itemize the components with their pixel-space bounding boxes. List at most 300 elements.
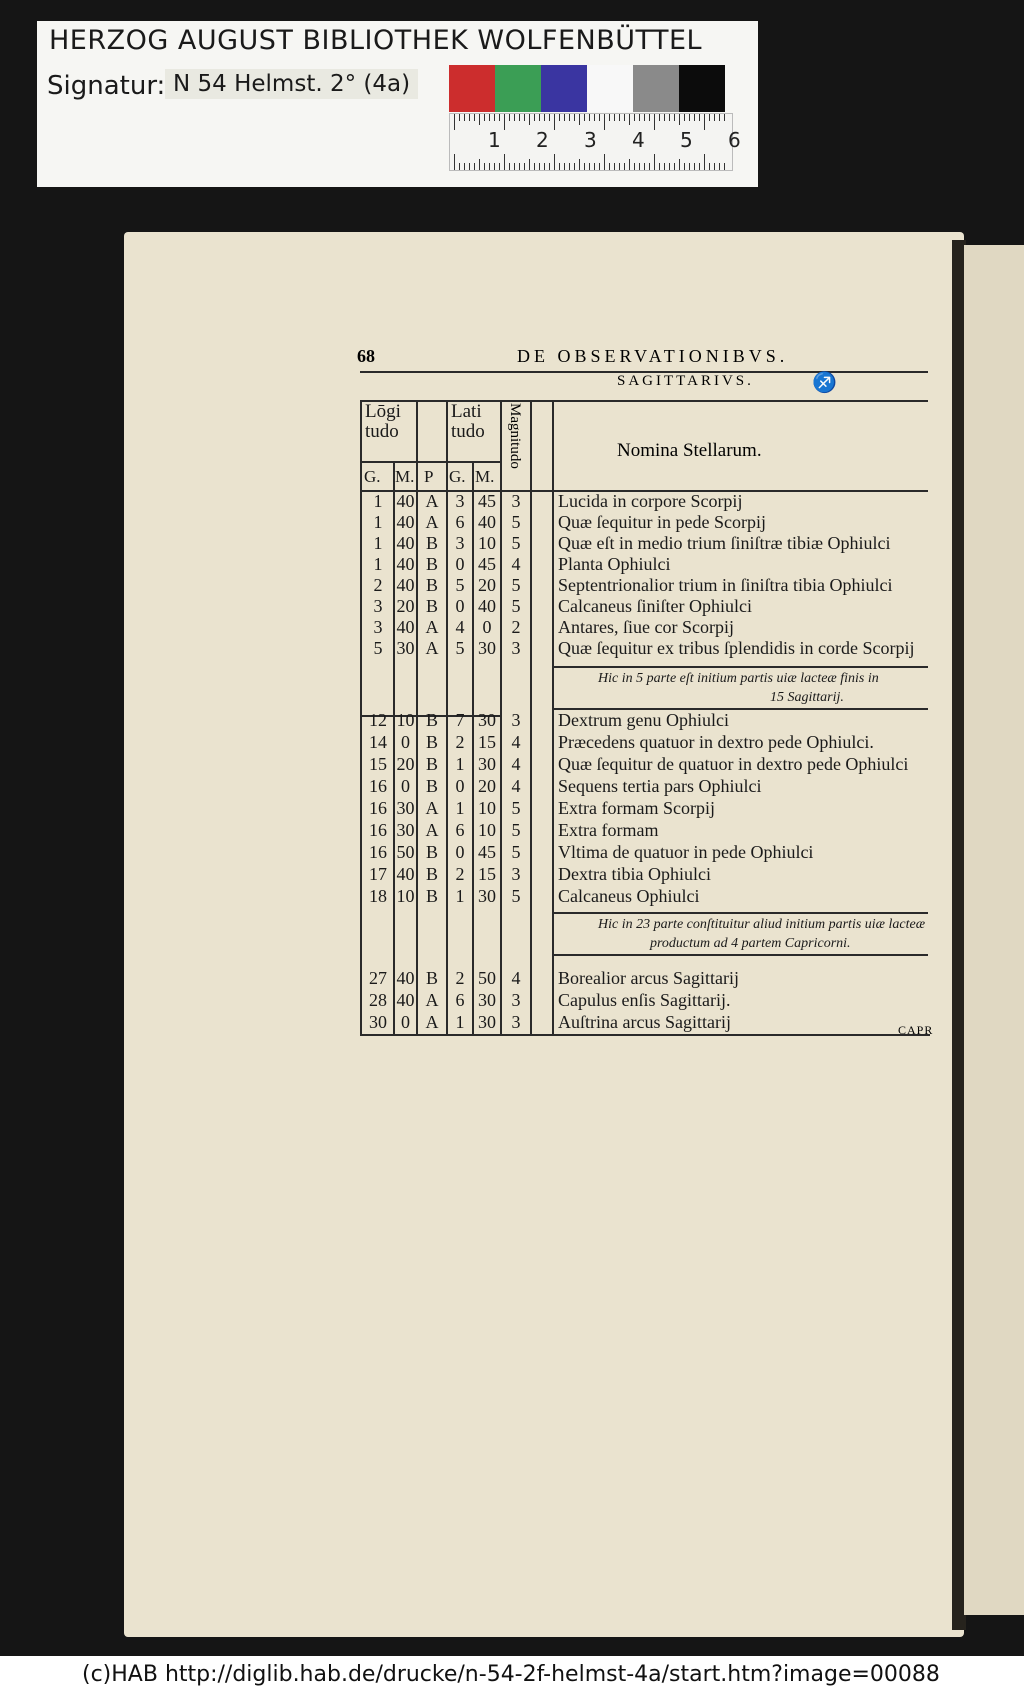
table-cell-p: B — [425, 710, 438, 730]
star-name: Calcaneus ſiniſter Ophiulci — [558, 596, 752, 616]
ruler-number: 6 — [728, 128, 741, 152]
color-swatch — [541, 65, 587, 112]
star-name: Sequens tertia pars Ophiulci — [558, 776, 762, 796]
color-swatch — [587, 65, 633, 112]
ruler-tick — [564, 163, 565, 170]
ruler-tick — [499, 114, 500, 121]
ruler-tick — [669, 163, 670, 170]
table-cell-lm: 20 — [478, 575, 496, 595]
table-cell-m: 40 — [396, 990, 415, 1010]
ruler-tick — [554, 154, 555, 170]
table-cell-lg: 2 — [455, 968, 465, 988]
table-cell-p: B — [425, 575, 438, 595]
table-cell-lg: 1 — [455, 754, 465, 774]
latitudo-header — [451, 402, 485, 442]
book-page-right-edge — [964, 245, 1024, 1615]
table-cell-p: B — [425, 596, 438, 616]
table-cell-g: 1 — [373, 554, 383, 574]
table-cell-m: 40 — [396, 512, 415, 532]
table-cell-mag: 5 — [511, 596, 521, 616]
star-name: Auſtrina arcus Sagittarij — [558, 1012, 731, 1032]
table-cell-p: A — [425, 798, 439, 818]
table-cell-g: 28 — [369, 990, 387, 1010]
star-name: Quæ eſt in medio trium ſiniſtræ tibiæ Ophiulci — [558, 533, 891, 553]
ruler-tick — [659, 163, 660, 170]
table-cell-mag: 5 — [511, 512, 521, 532]
ruler-tick — [539, 163, 540, 170]
ruler-tick — [674, 114, 675, 121]
ruler-tick — [569, 114, 570, 121]
ruler-tick — [594, 114, 595, 121]
ruler-tick — [634, 163, 635, 170]
ruler-tick — [574, 163, 575, 170]
folio-number: 68 — [357, 346, 375, 366]
ruler-tick — [519, 163, 520, 170]
table-bottom-rule — [360, 1034, 930, 1036]
ruler-tick — [454, 154, 455, 170]
table-cell-lg: 4 — [455, 617, 465, 637]
table-cell-lg: 0 — [455, 596, 465, 616]
table-cell-lg: 7 — [455, 710, 465, 730]
table-cell-g: 27 — [369, 968, 387, 988]
ruler-tick — [674, 163, 675, 170]
table-cell-mag: 3 — [511, 864, 521, 884]
table-cell-g: 2 — [373, 575, 383, 595]
sagittarius-symbol-icon: ♐ — [812, 372, 837, 394]
ruler-tick — [539, 114, 540, 121]
note-rule — [552, 666, 928, 668]
table-cell-p: B — [425, 554, 438, 574]
section-title: SAGITTARIVS. — [617, 373, 754, 389]
ruler-tick — [529, 114, 530, 125]
ruler-tick — [554, 114, 555, 130]
table-cell-lg: 0 — [455, 554, 465, 574]
ruler-tick — [564, 114, 565, 121]
ruler-tick — [714, 163, 715, 170]
table-cell-lg: 1 — [455, 886, 465, 906]
table-cell-m: 0 — [401, 776, 410, 796]
table-cell-p: A — [425, 491, 439, 511]
star-name: Dextrum genu Ophiulci — [558, 710, 729, 730]
table-cell-m: 10 — [396, 710, 415, 730]
star-name: Præcedens quatuor in dextro pede Ophiulci. — [558, 732, 874, 752]
table-cell-g: 3 — [373, 617, 383, 637]
ruler-tick — [679, 114, 680, 125]
table-cell-lm: 30 — [478, 754, 496, 774]
table-cell-lg: 6 — [455, 820, 465, 840]
ruler-number: 3 — [584, 128, 597, 152]
table-cell-mag: 3 — [511, 710, 521, 730]
ruler-tick — [484, 114, 485, 121]
milky-way-note-2-line2: productum ad 4 partem Capricorni. — [650, 936, 851, 951]
column-divider — [530, 400, 532, 1036]
table-cell-lg: 6 — [455, 990, 465, 1010]
ruler-tick — [514, 114, 515, 121]
table-cell-mag: 5 — [511, 575, 521, 595]
table-cell-p: B — [425, 968, 438, 988]
star-name: Quæ ſequitur ex tribus ſplendidis in corde Scorpij — [558, 638, 915, 658]
table-cell-mag: 2 — [511, 617, 521, 637]
star-name: Extra formam Scorpij — [558, 798, 715, 818]
color-swatch — [449, 65, 495, 112]
star-name: Calcaneus Ophiulci — [558, 886, 700, 906]
running-head — [357, 346, 929, 370]
table-cell-lm: 10 — [478, 820, 496, 840]
ruler-tick — [669, 114, 670, 121]
table-cell-mag: 5 — [511, 842, 521, 862]
ruler-tick — [544, 114, 545, 121]
ruler-tick — [629, 159, 630, 170]
ruler-tick — [509, 163, 510, 170]
table-cell-m: 30 — [396, 798, 415, 818]
table-cell-g: 18 — [369, 886, 387, 906]
ruler-tick — [589, 163, 590, 170]
table-cell-g: 1 — [373, 512, 383, 532]
ruler-tick — [484, 163, 485, 170]
ruler-tick — [624, 114, 625, 121]
sub-header-minuta: M. — [395, 467, 415, 486]
ruler-tick — [689, 163, 690, 170]
color-swatch — [679, 65, 725, 112]
star-name: Lucida in corpore Scorpij — [558, 491, 743, 511]
ruler-tick — [569, 163, 570, 170]
ruler-tick — [704, 114, 705, 130]
catchword: CAPR — [898, 1023, 934, 1037]
ruler-tick — [579, 159, 580, 170]
ruler-tick — [504, 154, 505, 170]
ruler-tick — [559, 163, 560, 170]
sub-header-lat-gradus: G. — [449, 467, 466, 486]
table-cell-mag: 4 — [511, 732, 521, 752]
ruler-tick — [629, 114, 630, 125]
table-cell-g: 1 — [373, 491, 383, 511]
ruler-tick — [599, 163, 600, 170]
ruler-tick — [519, 114, 520, 121]
ruler-tick — [524, 163, 525, 170]
ruler-tick — [709, 114, 710, 121]
nomina-stellarum-header: Nomina Stellarum. — [617, 440, 762, 461]
table-cell-mag: 4 — [511, 554, 521, 574]
ruler-tick — [524, 114, 525, 121]
table-cell-m: 40 — [396, 554, 415, 574]
ruler-tick — [499, 163, 500, 170]
ruler-tick — [639, 114, 640, 121]
table-cell-m: 40 — [396, 617, 415, 637]
longitudo-header-line2: tudo — [365, 421, 399, 442]
ruler-tick — [684, 163, 685, 170]
ruler-tick — [559, 114, 560, 121]
table-cell-mag: 3 — [511, 491, 521, 511]
library-title: HERZOG AUGUST BIBLIOTHEK WOLFENBÜTTEL — [49, 25, 703, 56]
table-cell-g: 16 — [369, 776, 387, 796]
ruler-tick — [649, 163, 650, 170]
table-cell-g: 12 — [369, 710, 387, 730]
table-cell-p: B — [425, 886, 438, 906]
table-cell-m: 40 — [396, 491, 415, 511]
table-cell-m: 20 — [396, 596, 415, 616]
table-cell-lm: 10 — [478, 798, 496, 818]
table-cell-m: 40 — [396, 533, 415, 553]
milky-way-note-1-line2: 15 Sagittarij. — [770, 690, 844, 705]
ruler-tick — [664, 163, 665, 170]
table-cell-mag: 3 — [511, 1012, 521, 1032]
ruler-tick — [614, 163, 615, 170]
table-cell-mag: 4 — [511, 968, 521, 988]
ruler-tick — [704, 154, 705, 170]
table-cell-mag: 5 — [511, 820, 521, 840]
ruler-tick — [534, 114, 535, 121]
star-name: Quæ ſequitur de quatuor in dextro pede Ophiulci — [558, 754, 909, 774]
ruler-tick — [589, 114, 590, 121]
ruler-tick — [684, 114, 685, 121]
ruler-tick — [604, 154, 605, 170]
table-cell-g: 30 — [369, 1012, 387, 1032]
table-cell-g: 1 — [373, 533, 383, 553]
ruler-tick — [679, 159, 680, 170]
star-name: Borealior arcus Sagittarij — [558, 968, 739, 988]
star-name: Planta Ophiulci — [558, 554, 671, 574]
table-cell-lm: 20 — [478, 776, 496, 796]
ruler-tick — [659, 114, 660, 121]
ruler-tick — [489, 114, 490, 121]
table-cell-m: 40 — [396, 968, 415, 988]
table-cell-lm: 40 — [478, 596, 496, 616]
table-cell-p: A — [425, 638, 439, 658]
table-cell-p: A — [425, 990, 439, 1010]
table-cell-m: 0 — [401, 1012, 410, 1032]
sub-header-p: P — [424, 467, 434, 486]
footer-url-text[interactable]: (c)HAB http://diglib.hab.de/drucke/n-54-2f-helmst-4a/start.htm?image=00088 — [82, 1662, 940, 1687]
table-cell-p: A — [425, 820, 439, 840]
ruler-tick — [619, 114, 620, 121]
table-cell-lg: 5 — [455, 638, 465, 658]
table-cell-lm: 30 — [478, 638, 496, 658]
ruler-tick — [634, 114, 635, 121]
ruler-tick — [709, 163, 710, 170]
ruler-tick — [609, 163, 610, 170]
note-rule — [552, 912, 928, 914]
table-cell-lg: 3 — [455, 491, 465, 511]
book-page-left — [124, 232, 964, 1637]
table-border-left — [360, 400, 362, 1036]
table-cell-g: 15 — [369, 754, 387, 774]
table-cell-lm: 30 — [478, 1012, 496, 1032]
ruler-tick — [719, 163, 720, 170]
ruler-tick — [654, 114, 655, 130]
ruler-tick — [459, 114, 460, 121]
ruler-tick — [644, 114, 645, 121]
table-cell-mag: 5 — [511, 886, 521, 906]
ruler-tick — [479, 159, 480, 170]
color-calibration-strip — [449, 65, 725, 112]
latitudo-header-line2: tudo — [451, 421, 485, 442]
ruler-tick — [699, 114, 700, 121]
ruler-tick — [644, 163, 645, 170]
table-cell-g: 17 — [369, 864, 387, 884]
library-label-card — [37, 21, 758, 187]
ruler-tick — [469, 163, 470, 170]
table-cell-m: 40 — [396, 864, 415, 884]
ruler-tick — [459, 163, 460, 170]
table-cell-p: B — [425, 842, 438, 862]
table-cell-lg: 2 — [455, 732, 465, 752]
ruler-tick — [614, 114, 615, 121]
table-cell-mag: 5 — [511, 798, 521, 818]
signatur-value: N 54 Helmst. 2° (4a) — [165, 69, 418, 99]
ruler-tick — [479, 114, 480, 125]
ruler-tick — [464, 114, 465, 121]
table-cell-lm: 45 — [478, 842, 496, 862]
table-cell-g: 16 — [369, 820, 387, 840]
table-cell-g: 16 — [369, 842, 387, 862]
table-cell-g: 14 — [369, 732, 387, 752]
table-cell-lm: 45 — [478, 491, 496, 511]
ruler-tick — [474, 114, 475, 121]
ruler-tick — [579, 114, 580, 125]
milky-way-note-1-line1: Hic in 5 parte eſt initium partis uiæ lacteæ finis in — [598, 671, 879, 686]
ruler-number: 1 — [488, 128, 501, 152]
ruler-tick — [619, 163, 620, 170]
table-cell-mag: 3 — [511, 638, 521, 658]
table-cell-lg: 3 — [455, 533, 465, 553]
ruler-tick — [584, 163, 585, 170]
star-name: Septentrionalior trium in ſiniſtra tibia Ophiulci — [558, 575, 893, 595]
table-cell-p: B — [425, 533, 438, 553]
star-name: Vltima de quatuor in pede Ophiulci — [558, 842, 814, 862]
ruler-tick — [549, 114, 550, 121]
ruler-tick — [514, 163, 515, 170]
running-title: DE OBSERVATIONIBVS. — [517, 346, 789, 366]
sub-header-lat-minuta: M. — [475, 467, 495, 486]
table-cell-lm: 45 — [478, 554, 496, 574]
ruler-tick — [604, 114, 605, 130]
longitudo-header-line1: Lōgi — [365, 401, 401, 422]
ruler-tick — [694, 114, 695, 121]
ruler-tick — [639, 163, 640, 170]
ruler-tick — [664, 114, 665, 121]
table-cell-lm: 30 — [478, 990, 496, 1010]
ruler-tick — [574, 114, 575, 121]
table-cell-mag: 5 — [511, 533, 521, 553]
star-name: Capulus enſis Sagittarij. — [558, 990, 731, 1010]
table-cell-mag: 3 — [511, 990, 521, 1010]
table-cell-g: 3 — [373, 596, 383, 616]
table-cell-p: B — [425, 732, 438, 752]
ruler-tick — [624, 163, 625, 170]
ruler-tick — [724, 163, 725, 170]
table-cell-lg: 0 — [455, 776, 465, 796]
table-cell-p: B — [425, 754, 438, 774]
table-cell-mag: 4 — [511, 754, 521, 774]
table-cell-lm: 30 — [478, 886, 496, 906]
table-cell-lg: 1 — [455, 1012, 465, 1032]
table-cell-lg: 2 — [455, 864, 465, 884]
table-cell-lg: 0 — [455, 842, 465, 862]
note-rule — [552, 954, 928, 956]
star-name: Extra formam — [558, 820, 659, 840]
table-cell-g: 16 — [369, 798, 387, 818]
ruler-tick — [464, 163, 465, 170]
table-cell-lm: 10 — [478, 533, 496, 553]
header-subrule — [360, 461, 500, 463]
table-cell-lm: 15 — [478, 732, 496, 752]
ruler-tick — [534, 163, 535, 170]
ruler-tick — [649, 114, 650, 121]
color-swatch — [633, 65, 679, 112]
table-cell-lm: 0 — [482, 617, 492, 637]
table-cell-lm: 40 — [478, 512, 496, 532]
ruler-tick — [549, 163, 550, 170]
ruler-tick — [509, 114, 510, 121]
table-cell-m: 40 — [396, 575, 415, 595]
table-cell-lg: 5 — [455, 575, 465, 595]
table-cell-m: 50 — [396, 842, 415, 862]
table-cell-p: B — [425, 776, 438, 796]
ruler-tick — [489, 163, 490, 170]
ruler-tick — [594, 163, 595, 170]
table-cell-lg: 1 — [455, 798, 465, 818]
table-cell-p: B — [425, 864, 438, 884]
table-cell-lm: 30 — [478, 710, 496, 730]
ruler-number: 4 — [632, 128, 645, 152]
ruler-tick — [699, 163, 700, 170]
table-cell-lm: 15 — [478, 864, 496, 884]
ruler-tick — [474, 163, 475, 170]
color-swatch — [495, 65, 541, 112]
ruler-tick — [504, 114, 505, 130]
ruler-tick — [454, 114, 455, 130]
ruler-tick — [689, 114, 690, 121]
table-cell-m: 0 — [401, 732, 410, 752]
column-divider — [552, 400, 554, 1036]
milky-way-note-2-line1: Hic in 23 parte conſtituitur aliud initium partis uiæ lacteæ — [598, 917, 926, 932]
table-cell-p: A — [425, 1012, 439, 1032]
table-cell-lm: 50 — [478, 968, 496, 988]
table-cell-p: A — [425, 512, 439, 532]
longitudo-header — [365, 402, 401, 442]
ruler-tick — [544, 163, 545, 170]
ruler-tick — [599, 114, 600, 121]
ruler-tick — [584, 114, 585, 121]
star-name: Dextra tibia Ophiulci — [558, 864, 711, 884]
table-cell-mag: 4 — [511, 776, 521, 796]
ruler-tick — [494, 114, 495, 121]
table-cell-m: 30 — [396, 820, 415, 840]
table-cell-m: 30 — [396, 638, 415, 658]
magnitudo-header: Magnitudo — [507, 403, 523, 469]
copyright-footer — [0, 1656, 1024, 1694]
star-name: Antares, ſiue cor Scorpij — [558, 617, 734, 637]
latitudo-header-line1: Lati — [451, 401, 482, 422]
ruler-number: 5 — [680, 128, 693, 152]
ruler-tick — [719, 114, 720, 121]
ruler-tick — [654, 154, 655, 170]
table-cell-lg: 6 — [455, 512, 465, 532]
signatur-label: Signatur: — [47, 71, 166, 101]
star-name: Quæ ſequitur in pede Scorpij — [558, 512, 766, 532]
table-cell-p: A — [425, 617, 439, 637]
table-cell-g: 5 — [373, 638, 383, 658]
measurement-ruler — [449, 113, 741, 171]
table-cell-m: 10 — [396, 886, 415, 906]
ruler-tick — [714, 114, 715, 121]
ruler-tick — [469, 114, 470, 121]
ruler-tick — [494, 163, 495, 170]
ruler-number: 2 — [536, 128, 549, 152]
ruler-tick — [724, 114, 725, 121]
sub-header-gradus: G. — [364, 467, 381, 486]
ruler-tick — [529, 159, 530, 170]
